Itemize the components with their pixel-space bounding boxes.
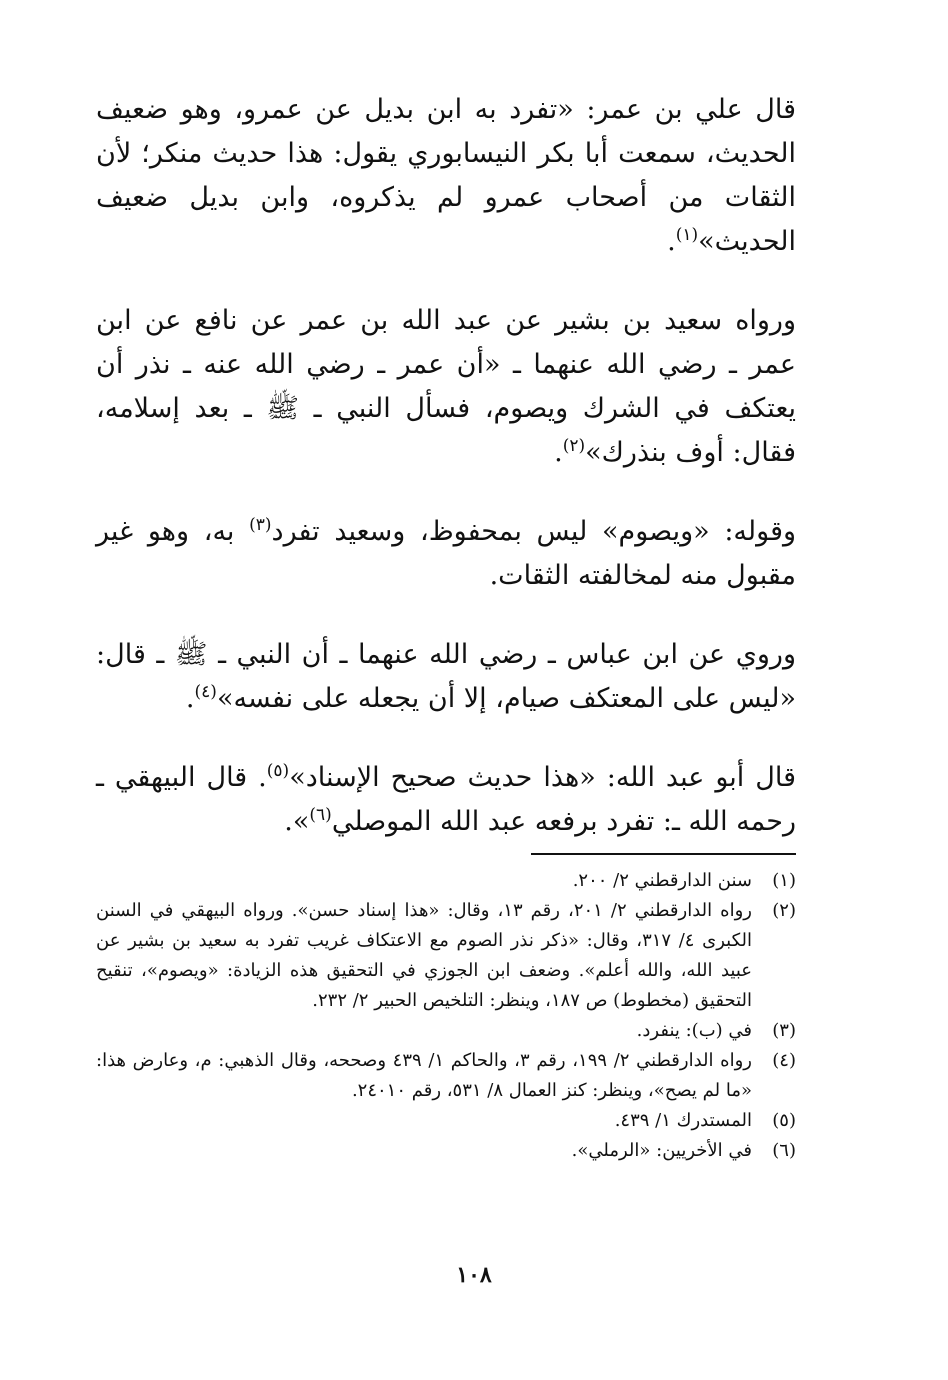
- footnote-item: [96, 866, 796, 896]
- footnote-divider: [531, 853, 796, 855]
- footnote-number: (١): [772, 870, 796, 891]
- footnote-item: [96, 1046, 796, 1106]
- footnote-text: رواه الدارقطني ٢/ ١٩٩، رقم ٣، والحاكم ١/ ٤٣٩ وصححه، وقال الذهبي: م، وعارض هذا: «ما لم يصح»، وينظر: كنز العمال ٨/ ٥٣١، رقم ٢٤٠١٠.: [96, 1050, 752, 1101]
- footnote-reference[interactable]: (٦): [309, 805, 332, 825]
- footnote-text: المستدرك ١/ ٤٣٩.: [614, 1110, 752, 1131]
- paragraph-5: [96, 756, 796, 844]
- paragraph-end: ».: [284, 806, 310, 837]
- footnote-text: في (ب): ينفرد.: [636, 1020, 752, 1041]
- paragraph-end: .: [667, 226, 676, 257]
- paragraph-text: قال أبو عبد الله: «هذا حديث صحيح الإسناد»: [289, 762, 796, 793]
- paragraph-text: ورواه سعيد بن بشير عن عبد الله بن عمر عن نافع عن ابن عمر ـ رضي الله عنهما ـ «أن عمر ـ رضي الله عنه ـ نذر أن يعتكف في الشرك ويصوم، فسأل النبي ـ ﷺ ـ بعد إسلامه، فقال: أوف بنذرك»: [96, 305, 796, 468]
- footnote-reference[interactable]: (٥): [266, 761, 290, 781]
- footnote-item: [96, 1136, 796, 1166]
- footnote-number: (٢): [772, 900, 796, 921]
- footnote-number: (٣): [772, 1020, 796, 1041]
- footnotes: [96, 866, 796, 1166]
- footnote-item: [96, 896, 796, 1016]
- footnote-number: (٥): [772, 1110, 796, 1131]
- footnote-reference[interactable]: (٢): [562, 436, 586, 456]
- footnote-reference[interactable]: (٣): [249, 515, 272, 535]
- paragraph-4: [96, 633, 796, 721]
- page-number: ١٠٨: [456, 1262, 492, 1288]
- footnote-reference[interactable]: (٤): [194, 682, 217, 702]
- paragraph-text-continued: به، وهو غير مقبول منه لمخالفته الثقات.: [96, 516, 796, 591]
- footnote-number: (٦): [772, 1140, 796, 1161]
- paragraph-text: وقوله: «ويصوم» ليس بمحفوظ، وسعيد تفرد: [271, 516, 797, 547]
- footnote-item: [96, 1016, 796, 1046]
- paragraph-text: قال علي بن عمر: «تفرد به ابن بديل عن عمرو، وهو ضعيف الحديث، سمعت أبا بكر النيسابوري يقول: هذا حديث منكر؛ لأن الثقات من أصحاب عمرو لم يذكروه، وابن بديل ضعيف الحديث»: [96, 94, 796, 257]
- paragraph-1: [96, 88, 796, 264]
- paragraph-3: [96, 510, 796, 598]
- footnote-number: (٤): [772, 1050, 796, 1071]
- main-text: [96, 88, 796, 879]
- footnote-text: رواه الدارقطني ٢/ ٢٠١، رقم ١٣، وقال: «هذا إسناد حسن». ورواه البيهقي في السنن الكبرى ٤/ ٣١٧، وقال: «ذكر نذر الصوم مع الاعتكاف غريب تفرد به سعيد بن بشير عن عبيد الله، والله أعلم». وضعف ابن الجوزي في التحقيق هذه الزيادة: «ويصوم»، تنقيح التحقيق (مخطوط) ص ١٨٧، وينظر: التلخيص الحبير ٢/ ٢٣٢.: [96, 900, 752, 1011]
- footnote-text: في الأخريين: «الرملي».: [571, 1140, 752, 1161]
- footnote-reference[interactable]: (١): [675, 225, 699, 245]
- paragraph-text-continued: . قال البيهقي ـ رحمه الله ـ: تفرد برفعه عبد الله الموصلي: [96, 762, 796, 837]
- paragraph-end: .: [554, 437, 563, 468]
- paragraph-end: .: [185, 683, 195, 714]
- footnote-item: [96, 1106, 796, 1136]
- footnote-text: سنن الدارقطني ٢/ ٢٠٠.: [572, 870, 752, 891]
- paragraph-text: وروي عن ابن عباس ـ رضي الله عنهما ـ أن النبي ـ ﷺ ـ قال: «ليس على المعتكف صيام، إلا أن يجعله على نفسه»: [96, 639, 796, 714]
- paragraph-2: [96, 299, 796, 475]
